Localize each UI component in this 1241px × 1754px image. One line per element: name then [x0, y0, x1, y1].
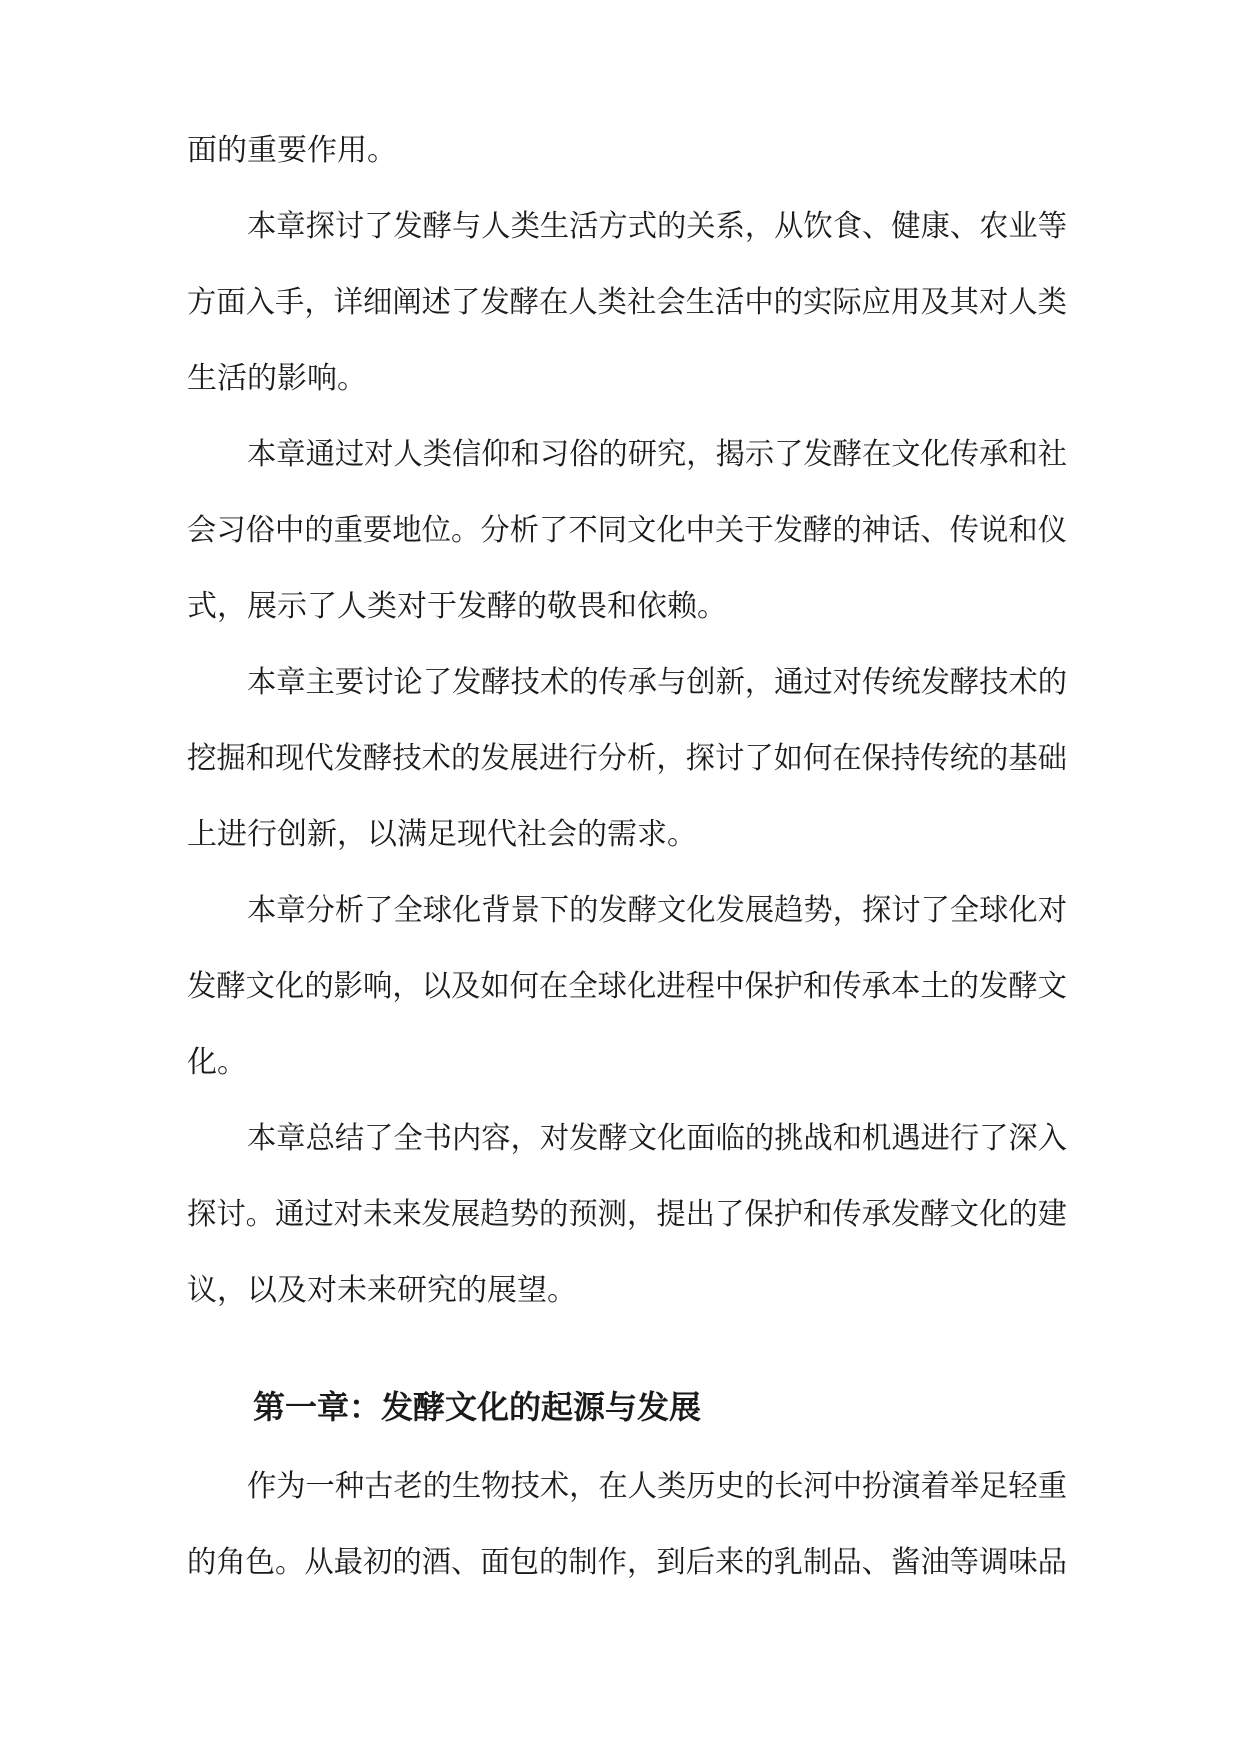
line-text: 会习俗中的重要地位。分析了不同文化中关于发酵的神话、传说和仪	[187, 513, 1067, 548]
line-text: 本章通过对人类信仰和习俗的研究，揭示了发酵在文化传承和社	[247, 437, 1067, 472]
line-text: 议，以及对未来研究的展望。	[187, 1273, 577, 1308]
line-text: 方面入手，详细阐述了发酵在人类社会生活中的实际应用及其对人类	[187, 285, 1067, 320]
line-text: 的角色。从最初的酒、面包的制作，到后来的乳制品、酱油等调味品	[187, 1545, 1067, 1580]
line-text: 本章探讨了发酵与人类生活方式的关系，从饮食、健康、农业等	[247, 209, 1067, 244]
line-text: 本章主要讨论了发酵技术的传承与创新，通过对传统发酵技术的	[247, 665, 1067, 700]
line-text: 面的重要作用。	[187, 133, 397, 168]
line-text: 上进行创新，以满足现代社会的需求。	[187, 817, 697, 852]
line-text: 化。	[187, 1045, 247, 1080]
chapter-heading-text: 第一章：发酵文化的起源与发展	[253, 1388, 702, 1426]
line-text: 发酵文化的影响，以及如何在全球化进程中保护和传承本土的发酵文	[187, 969, 1067, 1004]
line-text: 生活的影响。	[187, 361, 367, 396]
line-text: 式，展示了人类对于发酵的敬畏和依赖。	[187, 589, 727, 624]
line-text: 挖掘和现代发酵技术的发展进行分析，探讨了如何在保持传统的基础	[187, 741, 1067, 776]
line-text: 本章分析了全球化背景下的发酵文化发展趋势，探讨了全球化对	[247, 893, 1067, 928]
line-text: 探讨。通过对未来发展趋势的预测，提出了保护和传承发酵文化的建	[187, 1197, 1067, 1232]
line-text: 作为一种古老的生物技术，在人类历史的长河中扮演着举足轻重	[247, 1469, 1067, 1504]
line-text: 本章总结了全书内容，对发酵文化面临的挑战和机遇进行了深入	[247, 1121, 1067, 1156]
